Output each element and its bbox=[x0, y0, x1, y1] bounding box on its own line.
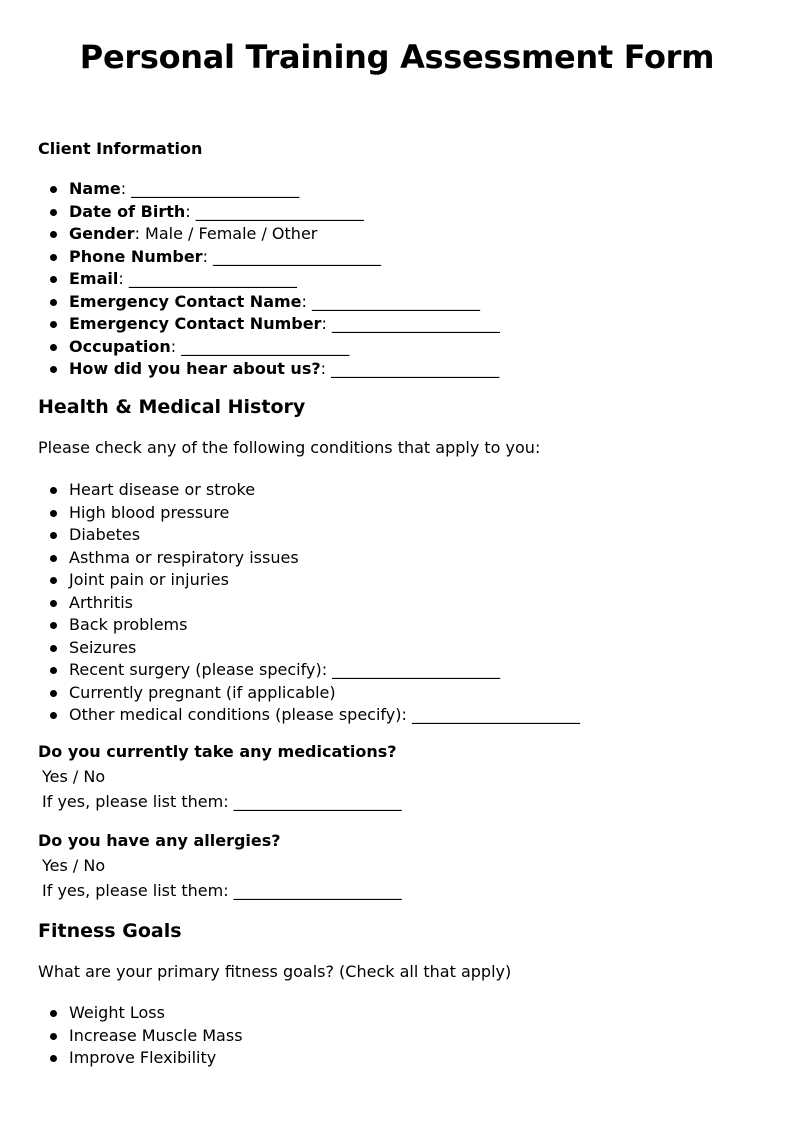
field-label: Gender bbox=[69, 224, 135, 243]
condition-item[interactable] bbox=[38, 547, 580, 570]
bullet-icon bbox=[50, 1033, 57, 1040]
fitness-heading: Fitness Goals bbox=[38, 920, 182, 942]
bullet-icon bbox=[50, 209, 57, 216]
condition-label: Back problems bbox=[69, 615, 188, 634]
bullet-icon bbox=[50, 532, 57, 539]
field-gender[interactable] bbox=[38, 223, 500, 246]
condition-label: High blood pressure bbox=[69, 502, 230, 522]
field-blank[interactable]: : _____________________ bbox=[118, 269, 297, 288]
field-email[interactable] bbox=[38, 268, 500, 291]
medications-yes-no[interactable]: Yes / No bbox=[42, 767, 106, 786]
bullet-icon bbox=[50, 645, 57, 652]
condition-label: Joint pain or injuries bbox=[69, 570, 229, 589]
condition-item[interactable] bbox=[38, 524, 580, 547]
field-label: Name bbox=[69, 179, 121, 198]
condition-item[interactable] bbox=[38, 637, 580, 660]
field-label: Emergency Contact Name bbox=[69, 291, 302, 311]
field-blank[interactable]: : _____________________ bbox=[170, 336, 350, 356]
field-blank[interactable]: : _____________________ bbox=[185, 201, 364, 221]
bullet-icon bbox=[50, 321, 57, 328]
field-label: Email bbox=[69, 269, 119, 288]
field-blank[interactable]: : _____________________ bbox=[120, 179, 300, 198]
bullet-icon bbox=[50, 276, 57, 283]
field-blank[interactable]: : _____________________ bbox=[202, 246, 382, 266]
bullet-icon bbox=[50, 690, 57, 697]
allergies-list-field[interactable]: If yes, please list them: _____________________ bbox=[42, 880, 402, 900]
bullet-icon bbox=[50, 600, 57, 607]
bullet-icon bbox=[50, 231, 57, 238]
condition-item[interactable] bbox=[38, 592, 580, 615]
field-name[interactable] bbox=[38, 178, 500, 201]
condition-label: Asthma or respiratory issues bbox=[69, 547, 299, 567]
field-emergency-contact-number[interactable] bbox=[38, 313, 500, 336]
bullet-icon bbox=[50, 1010, 57, 1017]
condition-item[interactable] bbox=[38, 704, 580, 727]
health-heading: Health & Medical History bbox=[38, 396, 306, 418]
field-blank[interactable]: : _____________________ bbox=[321, 314, 500, 333]
bullet-icon bbox=[50, 510, 57, 517]
bullet-icon bbox=[50, 712, 57, 719]
health-intro: Please check any of the following conditions that apply to you: bbox=[38, 438, 541, 457]
field-date-of-birth[interactable] bbox=[38, 201, 500, 224]
condition-label: Other medical conditions (please specify): _____________________ bbox=[69, 705, 580, 724]
condition-label: Heart disease or stroke bbox=[69, 480, 256, 499]
bullet-icon bbox=[50, 366, 57, 373]
bullet-icon bbox=[50, 344, 57, 351]
bullet-icon bbox=[50, 577, 57, 584]
bullet-icon bbox=[50, 555, 57, 562]
conditions-list bbox=[38, 479, 580, 727]
bullet-icon bbox=[50, 487, 57, 494]
condition-item[interactable] bbox=[38, 569, 580, 592]
goal-item[interactable] bbox=[38, 1047, 243, 1070]
field-occupation[interactable] bbox=[38, 336, 500, 359]
condition-item[interactable] bbox=[38, 614, 580, 637]
field-options[interactable]: : Male / Female / Other bbox=[134, 224, 318, 243]
condition-item[interactable] bbox=[38, 682, 580, 705]
goals-list bbox=[38, 1002, 243, 1070]
field-label: Emergency Contact Number bbox=[69, 314, 322, 333]
bullet-icon bbox=[50, 622, 57, 629]
client-info-heading: Client Information bbox=[38, 139, 203, 158]
condition-item[interactable] bbox=[38, 502, 580, 525]
bullet-icon bbox=[50, 1055, 57, 1062]
medications-block bbox=[38, 765, 402, 814]
goal-label: Improve Flexibility bbox=[69, 1048, 217, 1067]
medications-list-field[interactable]: If yes, please list them: _____________________ bbox=[42, 791, 402, 811]
condition-item[interactable] bbox=[38, 659, 580, 682]
bullet-icon bbox=[50, 299, 57, 306]
field-blank[interactable]: : _____________________ bbox=[301, 291, 480, 311]
field-referral-source[interactable] bbox=[38, 358, 500, 381]
field-emergency-contact-name[interactable] bbox=[38, 291, 500, 314]
field-blank[interactable]: : _____________________ bbox=[320, 359, 500, 378]
field-label: Occupation bbox=[69, 336, 171, 356]
field-label: Date of Birth bbox=[69, 201, 186, 221]
condition-label: Currently pregnant (if applicable) bbox=[69, 682, 336, 702]
allergies-question: Do you have any allergies? bbox=[38, 831, 281, 850]
bullet-icon bbox=[50, 186, 57, 193]
condition-label: Recent surgery (please specify): _____________________ bbox=[69, 660, 501, 679]
bullet-icon bbox=[50, 254, 57, 261]
allergies-yes-no[interactable]: Yes / No bbox=[42, 856, 106, 875]
condition-label: Seizures bbox=[69, 637, 137, 657]
condition-label: Arthritis bbox=[69, 592, 134, 612]
medications-question: Do you currently take any medications? bbox=[38, 742, 397, 761]
goal-item[interactable] bbox=[38, 1025, 243, 1048]
goal-item[interactable] bbox=[38, 1002, 243, 1025]
client-info-list bbox=[38, 178, 500, 381]
condition-item[interactable] bbox=[38, 479, 580, 502]
field-phone-number[interactable] bbox=[38, 246, 500, 269]
page-title: Personal Training Assessment Form bbox=[79, 38, 715, 76]
field-label: How did you hear about us? bbox=[69, 359, 321, 378]
allergies-block bbox=[38, 854, 402, 903]
goal-label: Weight Loss bbox=[69, 1003, 165, 1022]
field-label: Phone Number bbox=[69, 246, 203, 266]
goal-label: Increase Muscle Mass bbox=[69, 1025, 243, 1045]
bullet-icon bbox=[50, 667, 57, 674]
condition-label: Diabetes bbox=[69, 525, 141, 544]
fitness-intro: What are your primary fitness goals? (Check all that apply) bbox=[38, 962, 512, 981]
